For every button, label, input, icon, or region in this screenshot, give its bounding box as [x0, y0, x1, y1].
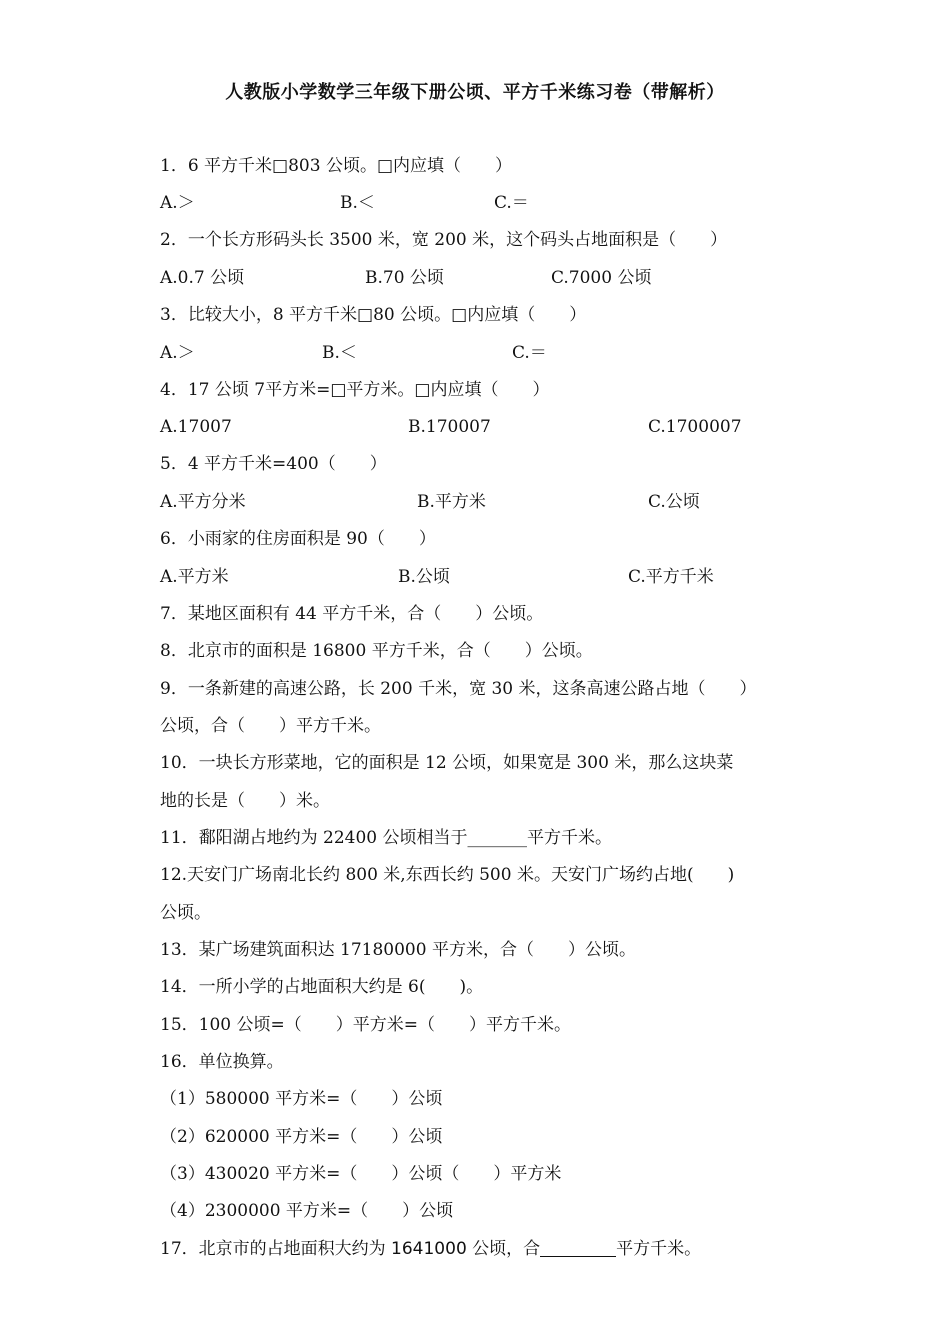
- q3-option-a: A.＞: [160, 343, 195, 363]
- q1-option-b: B.＜: [340, 193, 375, 213]
- answer-blank: [540, 1238, 616, 1257]
- q4-option-b: B.170007: [408, 417, 491, 437]
- question-17-number: 1641000: [391, 1239, 467, 1259]
- q1-option-a: A.＞: [160, 193, 195, 213]
- question-16-part-2: （2）620000 平方米=（ ）公顷: [160, 1127, 443, 1147]
- page-title: 人教版小学数学三年级下册公顷、平方千米练习卷（带解析）: [225, 82, 725, 103]
- question-17-middle: 公顷，合: [466, 1239, 541, 1259]
- question-15: 15．100 公顷=（ ）平方米=（ ）平方千米。: [160, 1015, 571, 1035]
- question-2: 2．一个长方形码头长 3500 米，宽 200 米，这个码头占地面积是（ ）: [160, 230, 728, 250]
- question-17: [160, 1237, 701, 1261]
- q3-option-b: B.＜: [322, 343, 357, 363]
- q6-option-b: B.公顷: [398, 567, 450, 587]
- question-12-line-2: 公顷。: [160, 903, 211, 923]
- q6-option-c: C.平方千米: [628, 567, 714, 587]
- question-10-line-1: 10．一块长方形菜地，它的面积是 12 公顷，如果宽是 300 米，那么这块菜: [160, 753, 734, 773]
- question-1: 1．6 平方千米□803 公顷。□内应填（ ）: [160, 156, 513, 176]
- question-12-line-1: 12.天安门广场南北长约 800 米,东西长约 500 米。天安门广场约占地( ): [160, 865, 735, 885]
- question-11: 11．鄱阳湖占地约为 22400 公顷相当于_______平方千米。: [160, 828, 613, 848]
- q5-option-c: C.公顷: [648, 492, 700, 512]
- q4-option-a: A.17007: [160, 417, 232, 437]
- question-16-part-4: （4）2300000 平方米=（ ）公顷: [160, 1201, 454, 1221]
- question-16-part-3: （3）430020 平方米=（ ）公顷（ ）平方米: [160, 1164, 562, 1184]
- q2-option-b: B.70 公顷: [365, 268, 444, 288]
- question-9-line-1: 9．一条新建的高速公路，长 200 千米，宽 30 米，这条高速公路占地（ ）: [160, 679, 757, 699]
- question-4: 4．17 公顷 7平方米=□平方米。□内应填（ ）: [160, 380, 550, 400]
- question-7: 7．某地区面积有 44 平方千米，合（ ）公顷。: [160, 604, 544, 624]
- q2-option-a: A.0.7 公顷: [160, 268, 245, 288]
- question-13: 13．某广场建筑面积达 17180000 平方米，合（ ）公顷。: [160, 940, 636, 960]
- q5-option-a: A.平方分米: [160, 492, 246, 512]
- q6-option-a: A.平方米: [160, 567, 229, 587]
- question-3: 3．比较大小，8 平方千米□80 公顷。□内应填（ ）: [160, 305, 587, 325]
- question-17-suffix: 平方千米。: [616, 1239, 702, 1259]
- question-14: 14．一所小学的占地面积大约是 6( )。: [160, 977, 484, 997]
- question-16: 16．单位换算。: [160, 1052, 284, 1072]
- question-6: 6．小雨家的住房面积是 90（ ）: [160, 529, 436, 549]
- q3-option-c: C.＝: [512, 343, 547, 363]
- question-8: 8．北京市的面积是 16800 平方千米，合（ ）公顷。: [160, 641, 593, 661]
- q4-option-c: C.1700007: [648, 417, 742, 437]
- question-17-prefix: 17．北京市的占地面积大约为: [160, 1239, 392, 1259]
- question-9-line-2: 公顷，合（ ）平方千米。: [160, 716, 381, 736]
- question-5: 5．4 平方千米=400（ ）: [160, 454, 387, 474]
- q2-option-c: C.7000 公顷: [551, 268, 652, 288]
- question-10-line-2: 地的长是（ ）米。: [160, 791, 330, 811]
- q1-option-c: C.＝: [494, 193, 529, 213]
- question-16-part-1: （1）580000 平方米=（ ）公顷: [160, 1089, 443, 1109]
- q5-option-b: B.平方米: [417, 492, 486, 512]
